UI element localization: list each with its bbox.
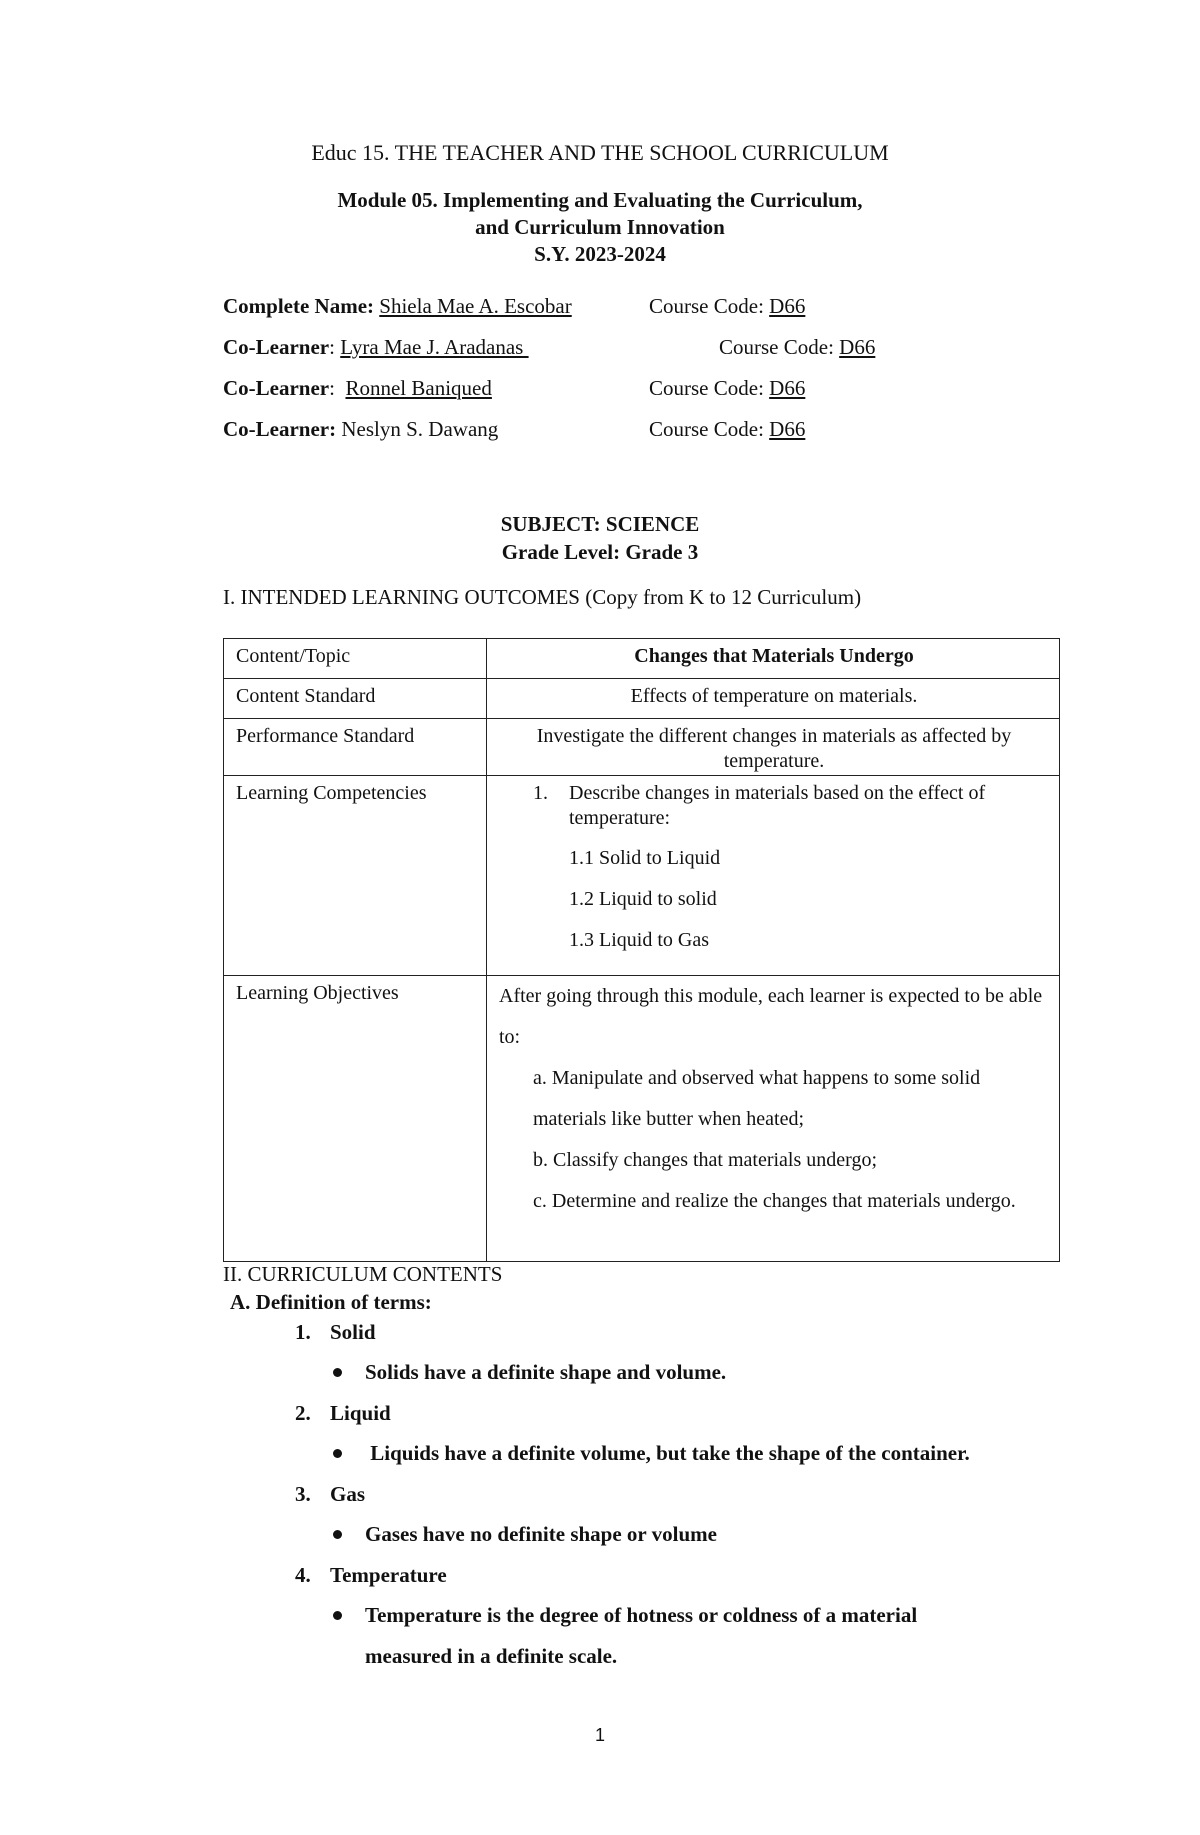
term-item [230,1401,432,1441]
competency-sublist [499,845,1049,954]
term-definition [230,1441,970,1482]
course-code-value: D66 [769,294,806,318]
table-row [224,679,1060,719]
learner-list [223,294,876,458]
table-cell: Learning Competencies [224,776,487,976]
objective-item: b. Classify changes that materials undergo; [533,1149,877,1171]
list-number: 2. [295,1401,311,1425]
definition-line: measured in a definite scale. [365,1644,618,1668]
course-code-label: Course Code: [719,335,840,359]
table-cell: Content Standard [224,679,487,719]
table-cell: Performance Standard [224,719,487,776]
course-title: Educ 15. THE TEACHER AND THE SCHOOL CURRICULUM [311,140,889,165]
list-number: 4. [295,1563,311,1587]
learner-row [223,294,806,335]
list-item: 1.2 Liquid to solid [569,888,717,910]
learner-row: Co-Learner: Ronnel Baniqued Course Code: D66 [223,376,806,400]
ilo-table [223,638,1060,1262]
term-title: Gas [330,1482,366,1506]
table-row [224,639,1060,679]
module-title-line1: Module 05. Implementing and Evaluating the Curriculum, [337,188,863,212]
table-row [224,976,1060,1262]
learner-row [223,417,806,458]
definition-text: Gases have no definite shape or volume [365,1522,717,1546]
table-row [224,719,1060,776]
course-code [649,417,805,442]
table-cell: Changes that Materials Undergo [487,639,1060,679]
list-number: 1. [533,782,548,804]
term-definition [230,1603,918,1685]
bullet-icon [333,1611,342,1620]
term-title: Solid [330,1320,376,1344]
list-number: 3. [295,1482,311,1506]
table-cell: Content/Topic [224,639,487,679]
objectives-intro: After going through this module, each learner is expected to be able to: [499,985,1043,1048]
list-item: 1.3 Liquid to Gas [569,929,709,951]
learner-label: Co-Learner: [223,417,337,441]
term-definition [230,1522,717,1563]
grade-level: Grade Level: Grade 3 [501,540,699,564]
objective-item: c. Determine and realize the changes that materials undergo. [533,1190,1016,1212]
list-number: 1. [295,1320,311,1344]
school-year: S.Y. 2023-2024 [534,242,666,266]
table-cell: Effects of temperature on materials. [487,679,1060,719]
term-title: Liquid [330,1401,391,1425]
course-code-label: Course Code: [649,417,770,441]
course-code-value: D66 [769,417,806,441]
learner-name: Neslyn S. Dawang [341,417,499,441]
competencies-cell [487,776,1060,976]
table-cell: Investigate the different changes in materials as affected by temperature. [487,719,1060,776]
definition-text [365,1595,917,1677]
course-code-label: Course Code: [649,294,770,318]
subject-title: SUBJECT: SCIENCE [500,512,700,536]
page-number: 1 [594,1725,605,1745]
term-definition [230,1360,727,1401]
bullet-icon [333,1530,342,1539]
ilo-heading: I. INTENDED LEARNING OUTCOMES (Copy from K to 12 Curriculum) [223,585,862,609]
subject-block [0,510,1200,566]
definition-line: Temperature is the degree of hotness or coldness of a material [365,1603,918,1627]
definitions-heading: A. Definition of terms: [230,1290,432,1314]
learner-name: Lyra Mae J. Aradanas [340,335,529,359]
learner-name: Ronnel Baniqued [345,376,492,400]
table-row [224,776,1060,976]
curriculum-contents-heading: II. CURRICULUM CONTENTS [223,1262,503,1286]
course-code-label: Course Code: [649,376,770,400]
learner-label: Complete Name: [223,294,375,318]
course-code [649,376,805,401]
course-code-value: D66 [769,376,806,400]
definition-text: Solids have a definite shape and volume. [365,1360,727,1384]
learner-label: Co-Learner [223,376,330,400]
learner-name: Shiela Mae A. Escobar [379,294,572,318]
objective-item: a. Manipulate and observed what happens to some solid materials like butter when heated; [533,1067,981,1130]
course-code [649,294,805,319]
objectives-cell [487,976,1060,1262]
table-cell: Learning Objectives [224,976,487,1262]
term-item [230,1482,432,1522]
learner-label: Co-Learner [223,335,330,359]
bullet-icon [333,1449,342,1458]
course-code-value: D66 [839,335,876,359]
module-title-line2: and Curriculum Innovation [475,215,725,239]
module-title [0,187,1200,268]
list-item: 1.1 Solid to Liquid [569,847,721,869]
definitions-section [230,1290,970,1685]
term-item [230,1320,432,1360]
course-code [719,335,875,360]
competency-item [499,781,1049,831]
definition-text: Liquids have a definite volume, but take the shape of the container. [365,1441,970,1465]
term-title: Temperature [330,1563,447,1587]
bullet-icon [333,1368,342,1377]
learner-row: Co-Learner: Lyra Mae J. Aradanas Course Code: D66 [223,335,876,359]
competency-text: Describe changes in materials based on the effect of temperature: [569,782,986,829]
